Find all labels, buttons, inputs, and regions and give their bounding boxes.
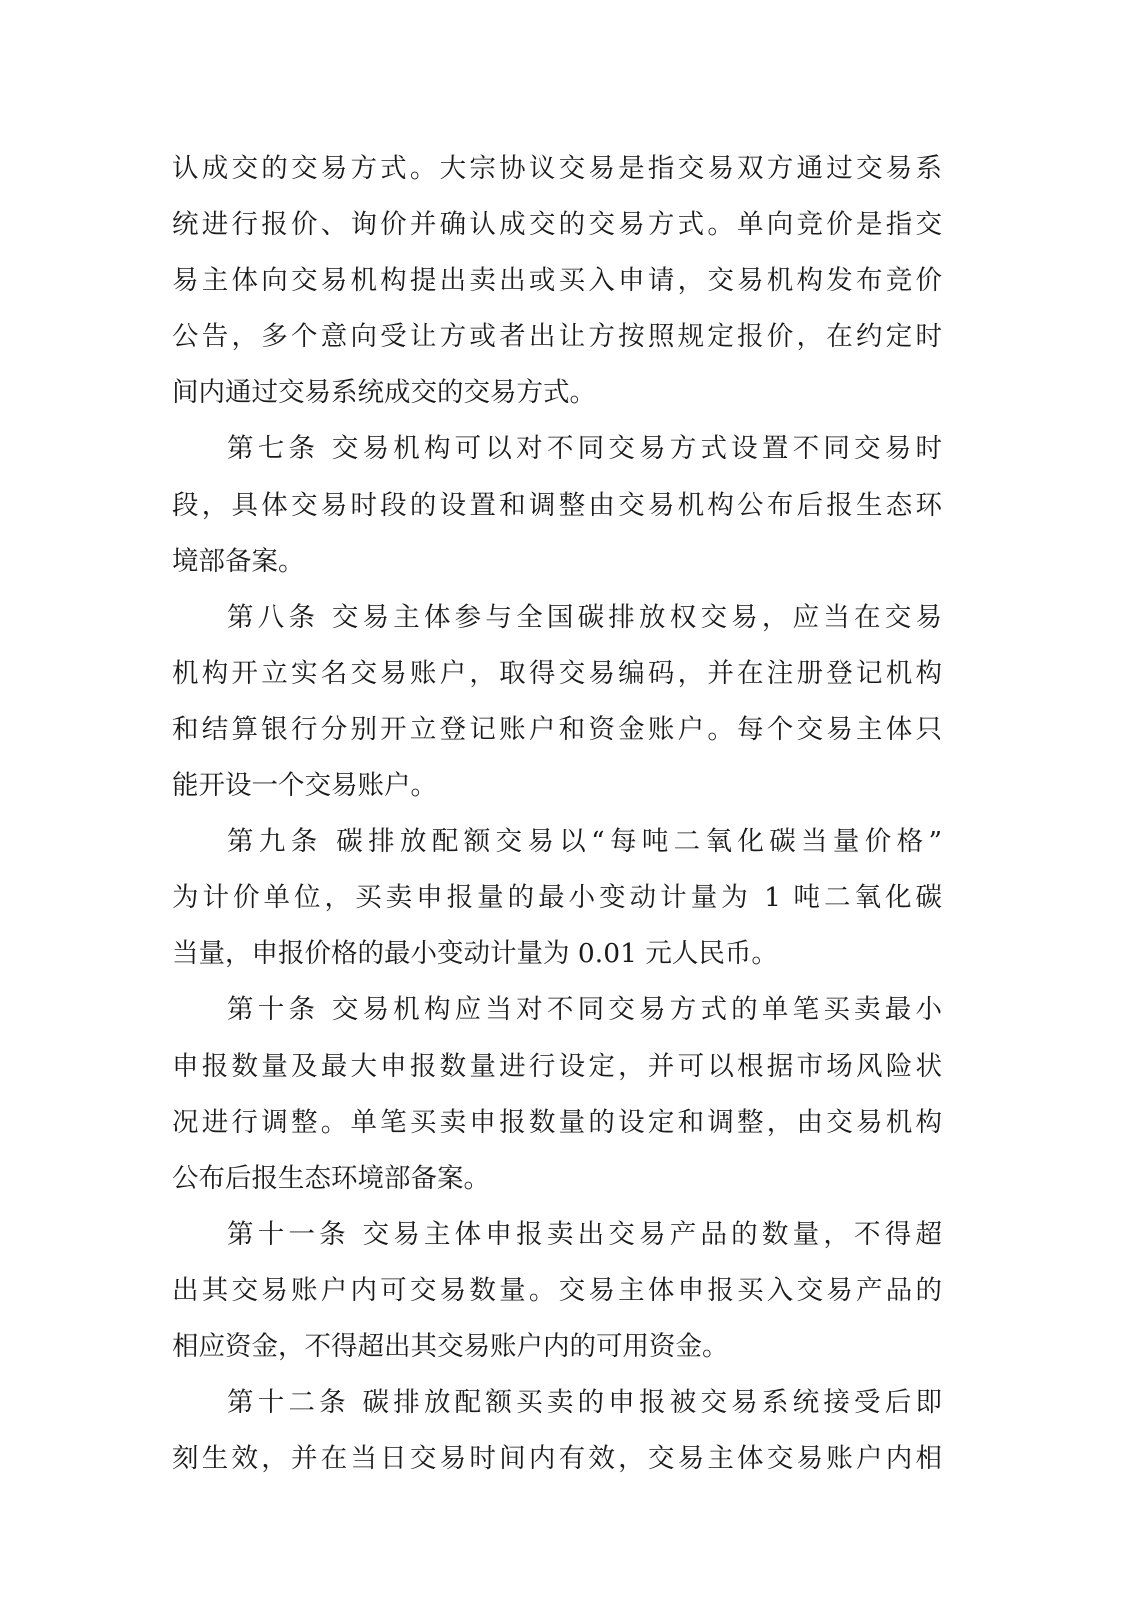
text-line: 公告，多个意向受让方或者出让方按照规定报价，在约定时 — [172, 321, 942, 353]
text-line: 申报数量及最大申报数量进行设定，并可以根据市场风险状 — [172, 1050, 942, 1082]
document-body — [172, 141, 942, 1487]
text-line: 第八条 交易主体参与全国碳排放权交易，应当在交易 — [227, 601, 942, 633]
text-line: 统进行报价、询价并确认成交的交易方式。单向竞价是指交 — [172, 209, 942, 241]
text-line: 易主体向交易机构提出卖出或买入申请，交易机构发布竞价 — [172, 265, 942, 297]
text-line: 机构开立实名交易账户，取得交易编码，并在注册登记机构 — [172, 657, 942, 689]
text-line: 公布后报生态环境部备案。 — [172, 1162, 490, 1194]
text-line: 第十条 交易机构应当对不同交易方式的单笔买卖最小 — [227, 994, 942, 1026]
text-line: 第十二条 碳排放配额买卖的申报被交易系统接受后即 — [227, 1387, 942, 1419]
text-line: 第七条 交易机构可以对不同交易方式设置不同交易时 — [227, 433, 942, 465]
text-line: 境部备案。 — [172, 545, 305, 577]
text-line: 和结算银行分别开立登记账户和资金账户。每个交易主体只 — [172, 713, 942, 745]
text-line: 当量，申报价格的最小变动计量为 0.01 元人民币。 — [172, 938, 778, 970]
text-line: 刻生效，并在当日交易时间内有效，交易主体交易账户内相 — [172, 1443, 942, 1475]
text-line: 认成交的交易方式。大宗协议交易是指交易双方通过交易系 — [172, 153, 942, 184]
text-line: 能开设一个交易账户。 — [172, 770, 437, 802]
text-line: 第十一条 交易主体申报卖出交易产品的数量，不得超 — [227, 1218, 942, 1250]
text-line: 段，具体交易时段的设置和调整由交易机构公布后报生态环 — [172, 489, 942, 521]
text-line: 间内通过交易系统成交的交易方式。 — [172, 377, 596, 409]
text-line: 为计价单位，买卖申报量的最小变动计量为 1 吨二氧化碳 — [172, 882, 942, 914]
text-line: 况进行调整。单笔买卖申报数量的设定和调整，由交易机构 — [172, 1106, 942, 1138]
text-line: 出其交易账户内可交易数量。交易主体申报买入交易产品的 — [172, 1274, 942, 1306]
text-line: 相应资金，不得超出其交易账户内的可用资金。 — [172, 1330, 729, 1362]
text-line: 第九条 碳排放配额交易以“每吨二氧化碳当量价格” — [227, 826, 942, 858]
